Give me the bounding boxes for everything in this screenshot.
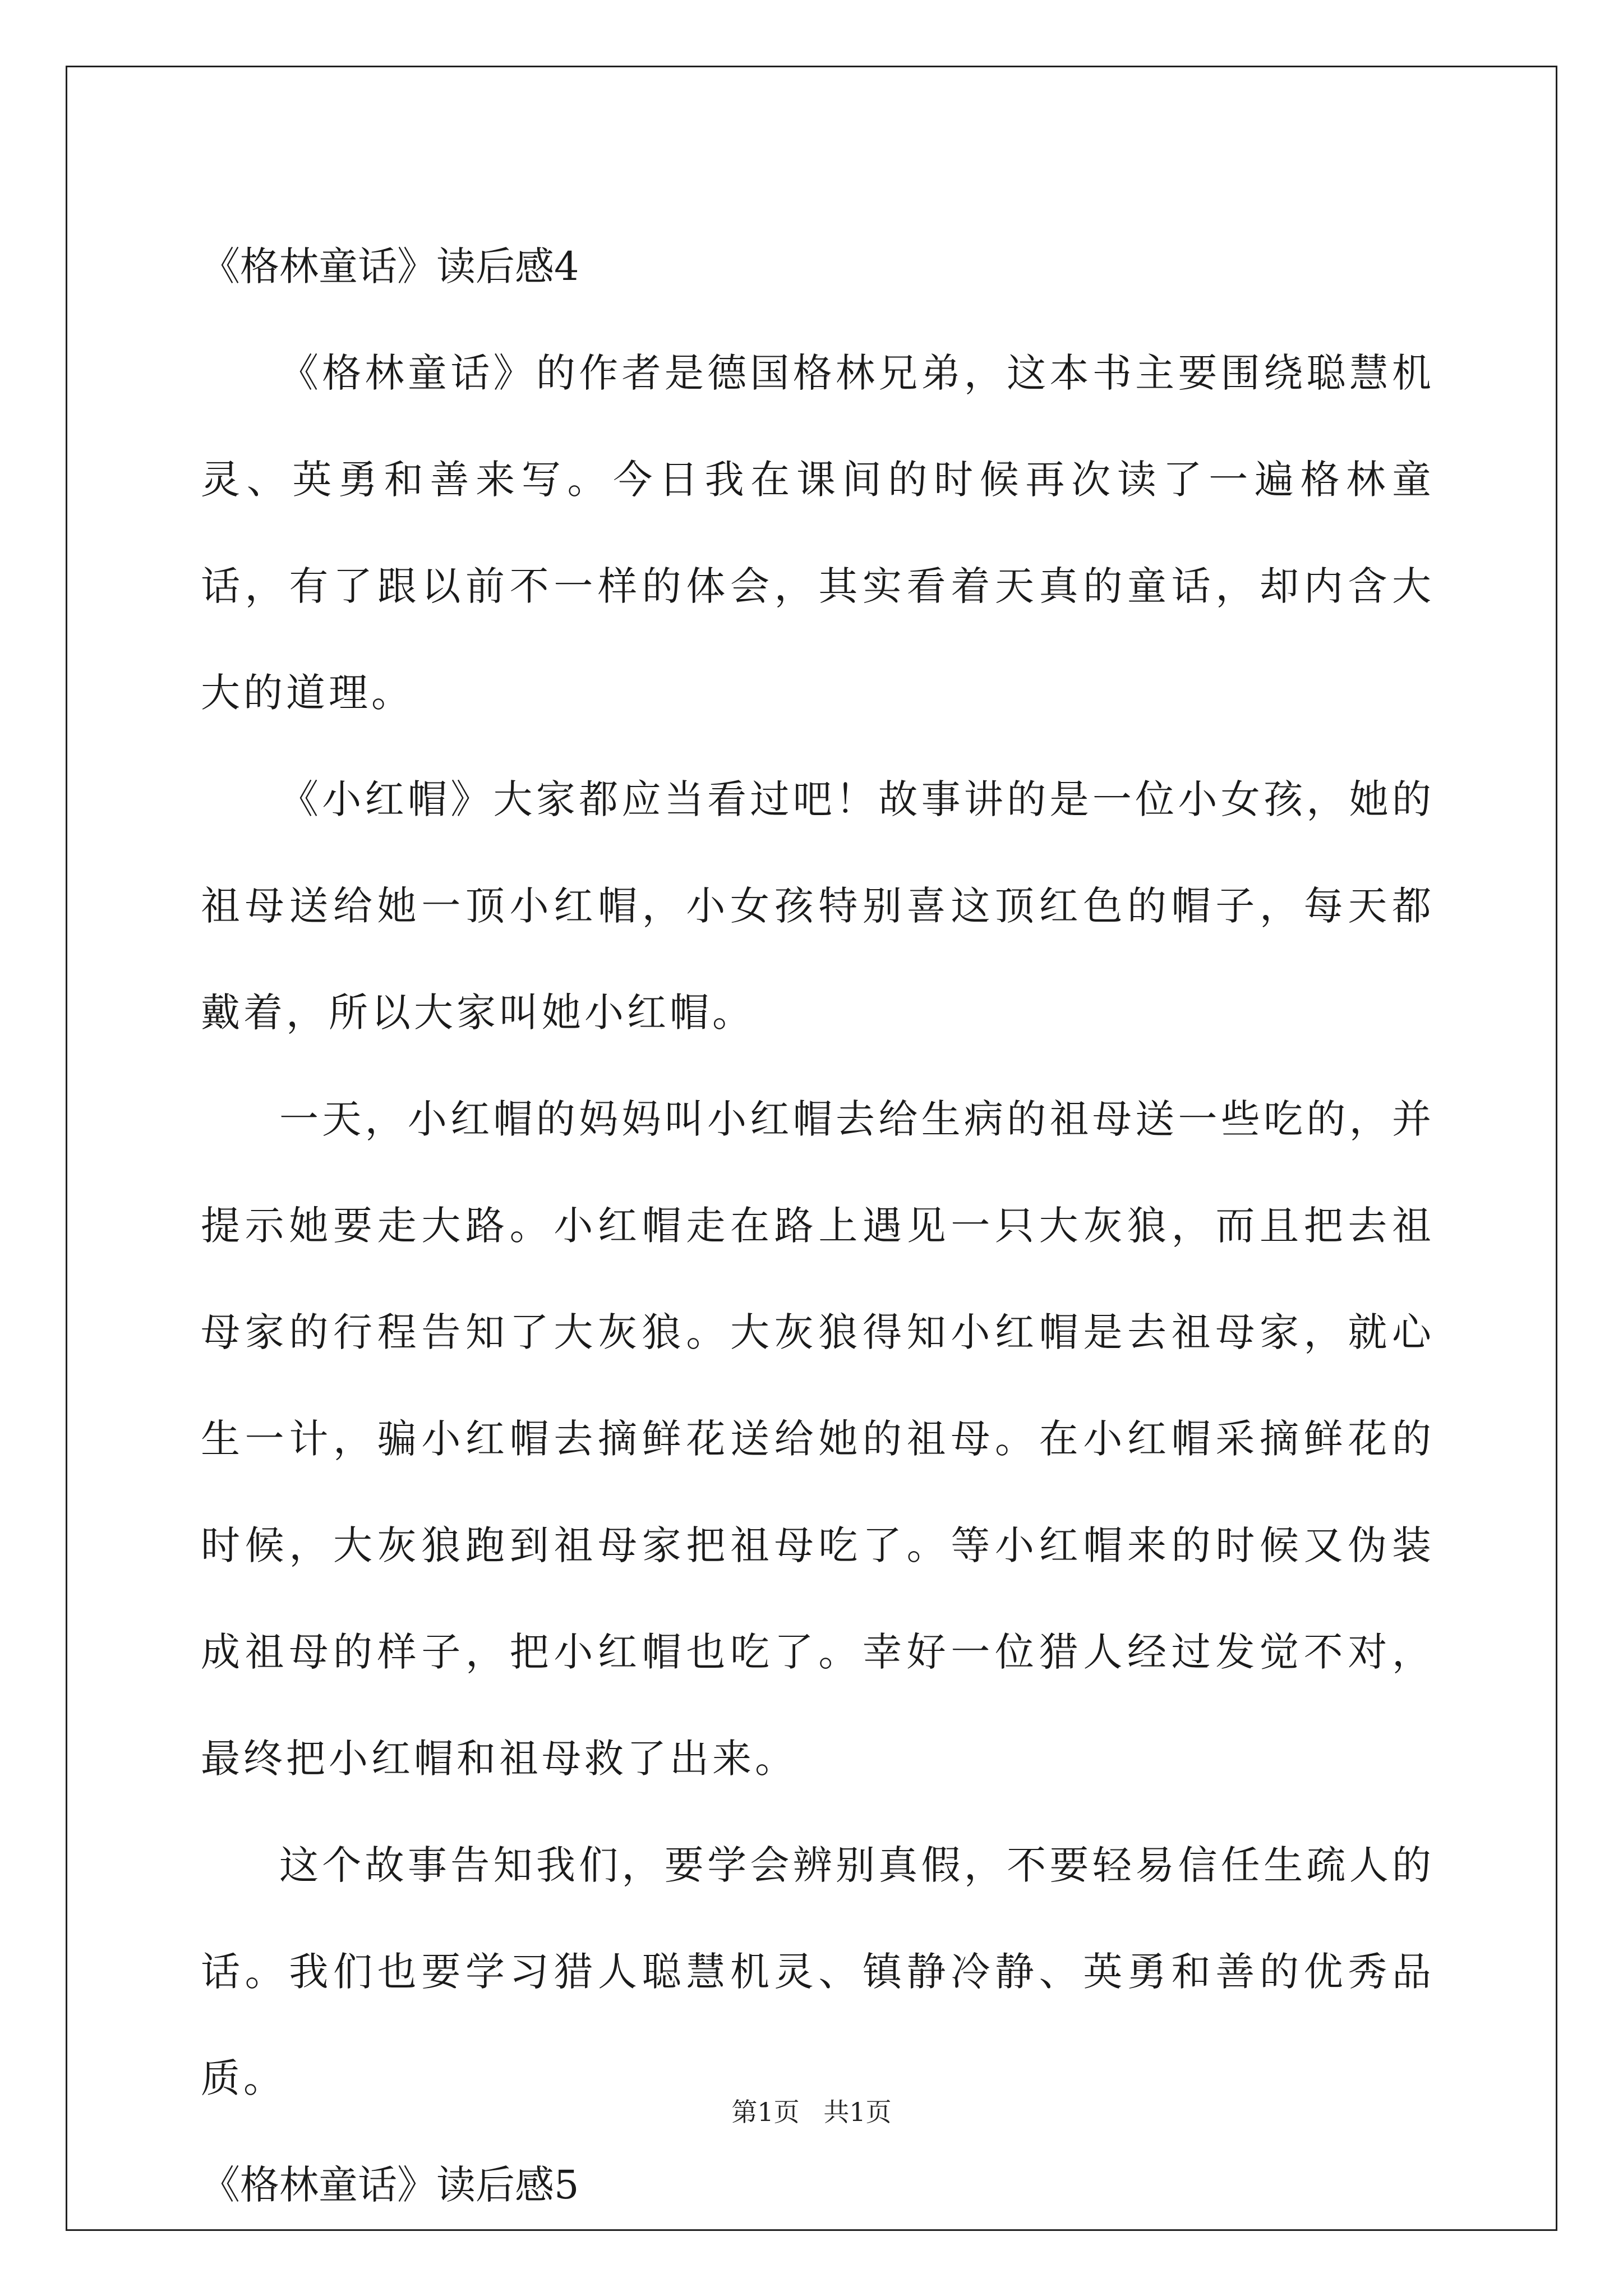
page-number: 第1页 xyxy=(731,2097,800,2127)
section-heading-4: 《格林童话》读后感4 xyxy=(201,243,579,289)
paragraph-little-red-cap: 《小红帽》大家都应当看过吧！故事讲的是一位小女孩，她的祖母送给她一顶小红帽，小女孩特别喜这顶红色的帽子，每天都戴着，所以大家叫她小红帽。 xyxy=(201,776,1435,1036)
section-heading-5: 《格林童话》读后感5 xyxy=(201,2162,579,2208)
paragraph-story: 一天，小红帽的妈妈叫小红帽去给生病的祖母送一些吃的，并提示她要走大路。小红帽走在路上遇见一只大灰狼，而且把去祖母家的行程告知了大灰狼。大灰狼得知小红帽是去祖母家，就心生一计，骗小红帽去摘鲜花送给她的祖母。在小红帽采摘鲜花的时候，大灰狼跑到祖母家把祖母吃了。等小红帽来的时候又伪装成祖母的样子，把小红帽也吃了。幸好一位猎人经过发觉不对，最终把小红帽和祖母救了出来。 xyxy=(201,1096,1435,1782)
paragraph-intro: 《格林童话》的作者是德国格林兄弟，这本书主要围绕聪慧机灵、英勇和善来写。今日我在课间的时候再次读了一遍格林童话，有了跟以前不一样的体会，其实看着天真的童话，却内含大大的道理。 xyxy=(201,350,1435,716)
paragraph-lesson: 这个故事告知我们，要学会辨别真假，不要轻易信任生疏人的话。我们也要学习猎人聪慧机灵、镇静冷静、英勇和善的优秀品质。 xyxy=(201,1842,1435,2101)
page-footer xyxy=(0,2095,1623,2129)
page-total: 共1页 xyxy=(823,2097,892,2127)
document-body xyxy=(201,213,1435,2238)
